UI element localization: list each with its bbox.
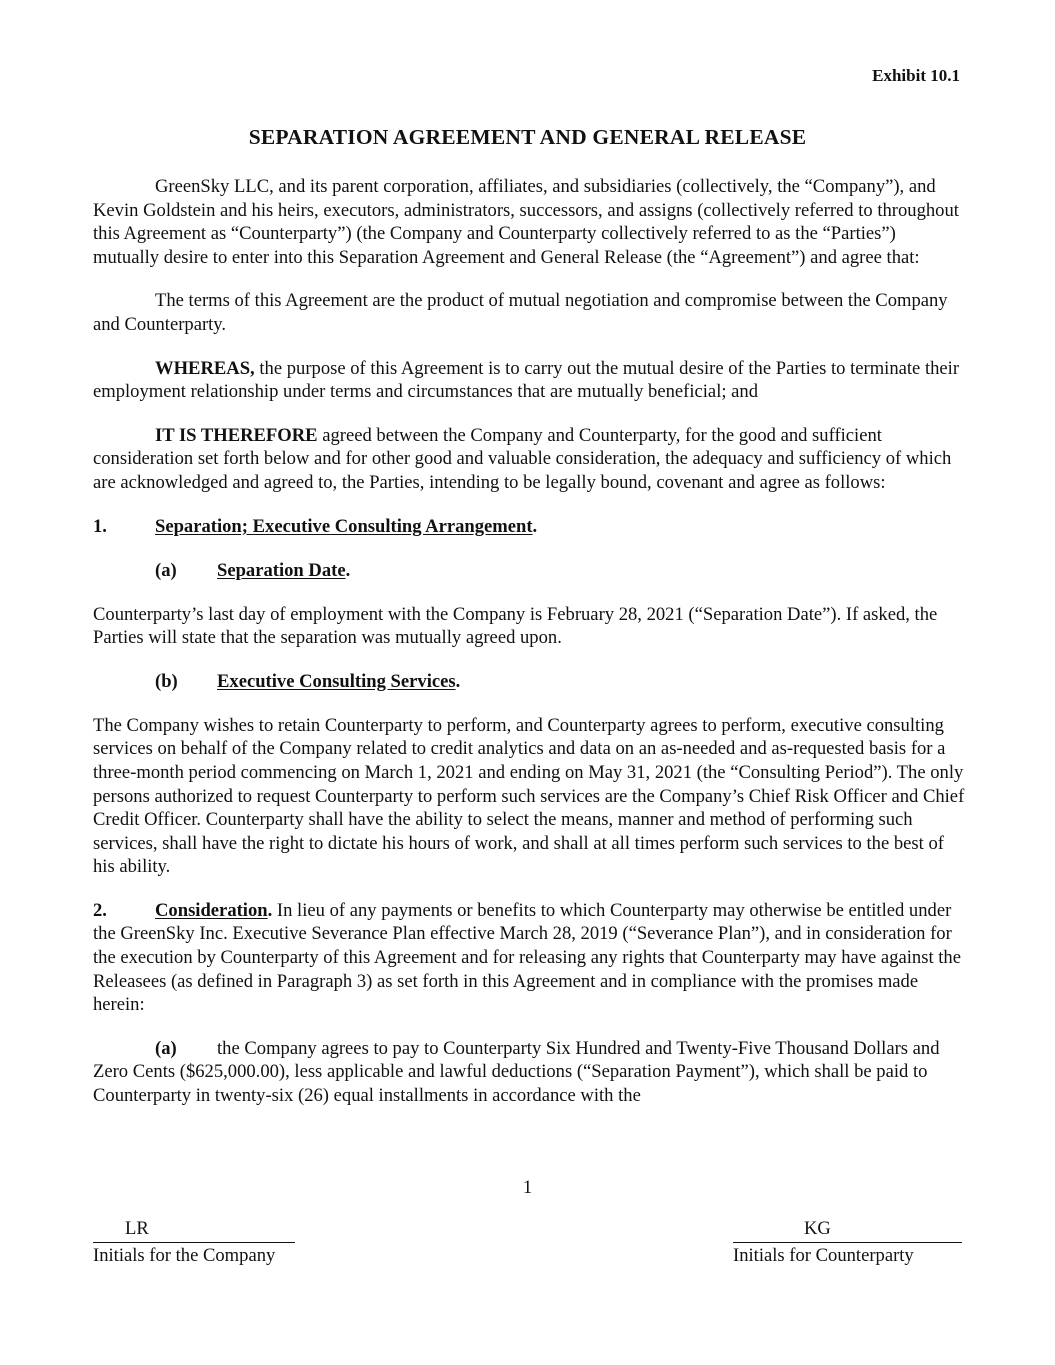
section-2a-number: (a) bbox=[155, 1037, 177, 1059]
document-title: SEPARATION AGREEMENT AND GENERAL RELEASE bbox=[248, 125, 807, 149]
section-2-text: In lieu of any payments or benefits to which Counterparty may otherwise be entitled under the GreenSky Inc. Executive Severance Plan effective March 28, 2019 (“Severance Plan”), and in consideration for the execution by Counterparty of this Agreement and for releasing any rights that Counterparty may have against the Releasees (as defined in Paragraph 3) as set forth in this Agreement and in compliance with the promises made herein: bbox=[93, 899, 961, 1016]
therefore-paragraph bbox=[93, 424, 965, 495]
section-1-number: 1. bbox=[93, 515, 107, 537]
section-2-number: 2. bbox=[93, 899, 107, 921]
section-1a-number: (a) bbox=[155, 559, 177, 581]
section-1-heading: 1. Separation; Executive Consulting Arrangement. bbox=[93, 515, 538, 537]
exhibit-label: Exhibit 10.1 bbox=[872, 66, 960, 85]
counterparty-initials-block bbox=[733, 1220, 962, 1268]
terms-paragraph: The terms of this Agreement are the product of mutual negotiation and compromise between the Company and Counterparty. bbox=[93, 290, 948, 335]
therefore-text: agreed between the Company and Counterparty, for the good and sufficient consideration set forth below and for other good and valuable consideration, the adequacy and sufficiency of which are acknowledged and agreed to, the Parties, intending to be legally bound, covenant and agree as follows: bbox=[93, 424, 952, 493]
section-2a-paragraph bbox=[93, 1037, 965, 1108]
whereas-paragraph bbox=[93, 357, 965, 404]
section-1-title: Separation; Executive Consulting Arrangement bbox=[155, 515, 533, 537]
company-initials-block bbox=[93, 1220, 295, 1268]
company-initials-label: Initials for the Company bbox=[93, 1245, 276, 1266]
counterparty-initials-label: Initials for Counterparty bbox=[733, 1245, 914, 1266]
therefore-lead: IT IS THEREFORE bbox=[155, 424, 318, 446]
company-initials-line bbox=[93, 1220, 295, 1243]
document-body bbox=[93, 175, 965, 1128]
counterparty-initials-value: KG bbox=[804, 1218, 831, 1240]
section-1b-text: The Company wishes to retain Counterparty to perform, and Counterparty agrees to perform, executive consulting services on behalf of the Company related to credit analytics and data on an as-needed and as-requested basis for a three-month period commencing on March 1, 2021 and ending on May 31, 2021 (the “Consulting Period”). The only persons authorized to request Counterparty to perform such services are the Company’s Chief Risk Officer and Chief Credit Officer. Counterparty shall have the ability to select the means, manner and method of performing such services, shall have the right to dictate his hours of work, and shall at all times perform such services to the best of his ability. bbox=[93, 714, 965, 878]
section-2-title: Consideration bbox=[155, 899, 268, 921]
section-1a-heading: (a) Separation Date. bbox=[155, 559, 351, 581]
section-1b-heading: (b) Executive Consulting Services. bbox=[155, 670, 461, 692]
whereas-lead: WHEREAS, bbox=[155, 357, 255, 379]
intro-paragraph: GreenSky LLC, and its parent corporation, affiliates, and subsidiaries (collectively, the “Company”), and Kevin Goldstein and his heirs, executors, administrators, successors, and assigns (collectively referred to throughout this Agreement as “Counterparty”) (the Company and Counterparty collectively referred to as the “Parties”) mutually desire to enter into this Separation Agreement and General Release (the “Agreement”) and agree that: bbox=[93, 176, 959, 268]
page-number: 1 bbox=[522, 1177, 533, 1198]
section-1b-number: (b) bbox=[155, 670, 178, 692]
section-1a-title: Separation Date bbox=[217, 559, 346, 581]
section-2-paragraph: 2. Consideration. In lieu of any payments or benefits to which Counterparty may otherwise be entitled under the GreenSky Inc. Executive Severance Plan effective March 28, 2019 (“Severance Plan”), and in consideration for the execution by Counterparty of this Agreement and for releasing any rights that Counterparty may have against the Releasees (as defined in Paragraph 3) as set forth in this Agreement and in compliance with the promises made herein: bbox=[93, 899, 961, 1016]
company-initials-value: LR bbox=[125, 1218, 149, 1240]
counterparty-initials-line bbox=[733, 1220, 962, 1243]
section-1b-title: Executive Consulting Services bbox=[217, 670, 456, 692]
section-1a-text: Counterparty’s last day of employment with the Company is February 28, 2021 (“Separation Date”). If asked, the Parties will state that the separation was mutually agreed upon. bbox=[93, 603, 938, 649]
whereas-text: the purpose of this Agreement is to carry out the mutual desire of the Parties to terminate their employment relationship under terms and circumstances that are mutually beneficial; and bbox=[93, 357, 960, 403]
section-2a-text: the Company agrees to pay to Counterparty Six Hundred and Twenty-Five Thousand Dollars and Zero Cents ($625,000.00), less applicable and lawful deductions (“Separation Payment”), which shall be paid to Counterparty in twenty-six (26) equal installments in accordance with the bbox=[93, 1037, 940, 1107]
